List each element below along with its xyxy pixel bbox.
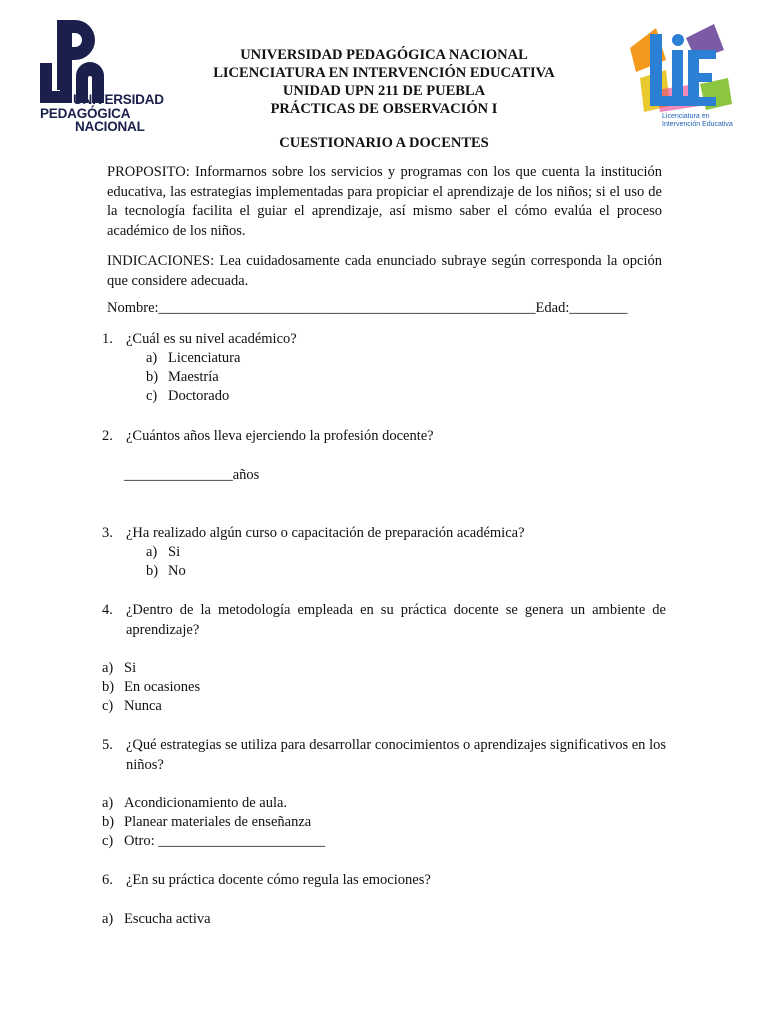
option-letter: a) (102, 911, 114, 927)
lie-logo-caption (662, 113, 733, 129)
upn-line-2: PEDAGÓGICA (40, 105, 131, 121)
option-text: Nunca (124, 698, 162, 714)
option-item[interactable] (102, 678, 200, 698)
nombre-edad-field[interactable]: Nombre:____________________________________________________Edad:________ (107, 300, 628, 316)
option-item[interactable] (102, 813, 311, 833)
option-item[interactable] (102, 794, 287, 814)
option-text: No (168, 563, 186, 579)
option-text: Otro: _______________________ (124, 833, 325, 849)
question-number: 6. (102, 872, 113, 888)
option-letter: b) (102, 814, 115, 830)
question-text: ¿Cuántos años lleva ejerciendo la profesión docente? (126, 428, 434, 444)
question-text: ¿Ha realizado algún curso o capacitación de preparación académica? (126, 525, 525, 541)
option-text: Planear materiales de enseñanza (124, 814, 312, 830)
option-text: Escucha activa (124, 911, 211, 927)
header-line-1: UNIVERSIDAD PEDAGÓGICA NACIONAL (240, 47, 528, 63)
question-number: 1. (102, 331, 113, 347)
header-line-4: PRÁCTICAS DE OBSERVACIÓN I (270, 101, 498, 117)
option-letter: b) (102, 679, 115, 695)
option-letter: b) (146, 369, 159, 385)
option-letter: b) (146, 563, 159, 579)
header-line-3: UNIDAD UPN 211 DE PUEBLA (282, 83, 486, 99)
question-text: ¿En su práctica docente cómo regula las emociones? (126, 872, 431, 888)
option-letter: a) (102, 795, 114, 811)
question-6 (102, 871, 662, 891)
option-letter: a) (146, 350, 158, 366)
question-number: 3. (102, 525, 113, 541)
option-item[interactable] (146, 543, 180, 563)
option-letter: a) (146, 544, 158, 560)
option-letter: a) (102, 660, 114, 676)
option-text: En ocasiones (124, 679, 201, 695)
option-text: Licenciatura (168, 350, 241, 366)
question-number: 2. (102, 428, 113, 444)
option-text: Doctorado (168, 388, 230, 404)
option-item[interactable] (102, 697, 162, 717)
question-1 (102, 330, 662, 350)
lie-caption-line-1: Licenciatura en (662, 113, 710, 120)
option-item[interactable] (146, 387, 229, 407)
upn-line-1: UNIVERSIDAD (73, 92, 164, 107)
option-letter: c) (102, 698, 114, 714)
question-5 (102, 736, 666, 776)
option-text: Si (124, 660, 137, 676)
option-item[interactable] (146, 562, 186, 582)
question-2 (102, 427, 662, 447)
option-letter: c) (102, 833, 114, 849)
option-text: Si (168, 544, 181, 560)
question-text: ¿Dentro de la metodología empleada en su práctica docente se genera un ambiente de aprendizaje? (126, 602, 666, 638)
indicaciones-paragraph: INDICACIONES: Lea cuidadosamente cada enunciado subraye según corresponda la opción que considere adecuada. (107, 253, 662, 289)
question-4 (102, 601, 666, 641)
question-number: 4. (102, 602, 113, 618)
header-line-2: LICENCIATURA EN INTERVENCIÓN EDUCATIVA (213, 65, 555, 81)
document-subtitle: CUESTIONARIO A DOCENTES (279, 135, 489, 151)
option-text: Acondicionamiento de aula. (124, 795, 288, 811)
question-text: ¿Cuál es su nivel académico? (126, 331, 297, 347)
option-letter: c) (146, 388, 158, 404)
option-item[interactable] (146, 349, 240, 369)
question-text: ¿Qué estrategias se utiliza para desarrollar conocimientos o aprendizajes significativos en los niños? (126, 737, 666, 773)
upn-line-3: NACIONAL (75, 119, 145, 134)
option-item[interactable] (102, 659, 136, 679)
lie-caption-line-2: Intervención Educativa (662, 121, 733, 128)
option-item[interactable] (146, 368, 219, 388)
upn-logo-text (40, 93, 164, 134)
option-item[interactable] (102, 832, 325, 852)
document-header (150, 46, 618, 118)
question-number: 5. (102, 737, 113, 753)
option-text: Maestría (168, 369, 219, 385)
proposito-paragraph: PROPOSITO: Informarnos sobre los servicios y programas con los que cuenta la institución educativa, las estrategias implementadas para propiciar el aprendizaje de los niños; si el uso de la tecnología facilita el guiar el aprendizaje, así mismo saber el cómo evalúa el proceso académico de los niños. (107, 164, 662, 239)
question-3 (102, 524, 662, 544)
option-item[interactable] (102, 910, 211, 930)
years-answer-field[interactable]: _______________años (124, 467, 260, 483)
